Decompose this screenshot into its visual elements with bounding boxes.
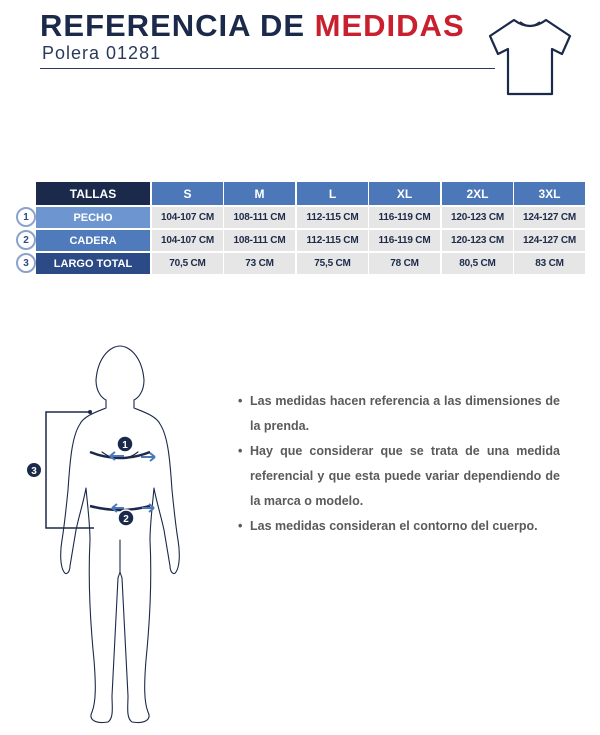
cell-value: 104-107 CM (160, 212, 215, 223)
tallas-label: TALLAS (69, 186, 117, 201)
cell-value: 108-111 CM (233, 212, 286, 223)
table-cell (369, 207, 440, 228)
table-cell (152, 253, 223, 274)
cell-value: 124-127 CM (522, 212, 577, 223)
list-item (238, 514, 560, 539)
size-header-s (152, 182, 223, 205)
cell-value: 80,5 CM (459, 258, 496, 269)
table-cell (224, 253, 295, 274)
size-header-l (297, 182, 368, 205)
table-cell (514, 230, 585, 251)
table-cell (224, 230, 295, 251)
row-label-pecho (36, 207, 150, 228)
cell-value: 120-123 CM (450, 212, 505, 223)
cell-value: 83 CM (535, 258, 564, 269)
product-subtitle: Polera 01281 (42, 43, 162, 63)
table-cell (152, 230, 223, 251)
size-label: 3XL (538, 186, 561, 201)
table-cell (369, 230, 440, 251)
marker-1-label: 1 (122, 440, 128, 451)
table-cell (514, 207, 585, 228)
cell-value: 73 CM (245, 258, 274, 269)
table-cell (297, 253, 368, 274)
title-part-2: MEDIDAS (314, 8, 465, 43)
table-cell (224, 207, 295, 228)
table-cell (297, 207, 368, 228)
row-label-largo-total (36, 253, 150, 274)
bullet-icon: • (238, 394, 243, 408)
size-header-m (224, 182, 295, 205)
note-text: Hay que considerar que se trata de una medida referencial y que esta puede variar dependiendo de la marca o modelo. (250, 444, 560, 508)
table-cell (442, 230, 513, 251)
cell-value: 70,5 CM (169, 258, 206, 269)
size-header-xl (369, 182, 440, 205)
notes-list (238, 389, 560, 539)
size-label: XL (396, 186, 413, 201)
table-cell (297, 230, 368, 251)
cell-value: 108-111 CM (233, 235, 286, 246)
row-label-text: LARGO TOTAL (53, 257, 133, 270)
row-label-text: PECHO (73, 211, 113, 224)
row-label-cadera (36, 230, 150, 251)
size-header-2xl (442, 182, 513, 205)
row-number-badge (16, 207, 36, 227)
note-text: Las medidas consideran el contorno del cuerpo. (250, 519, 538, 533)
row-label-text: CADERA (69, 234, 117, 247)
size-label: S (183, 186, 192, 201)
table-cell (369, 253, 440, 274)
cell-value: 78 CM (390, 258, 419, 269)
list-item (238, 439, 560, 514)
cell-value: 75,5 CM (314, 258, 351, 269)
row-number-badge (16, 230, 36, 250)
cell-value: 124-127 CM (522, 235, 577, 246)
header-divider (40, 68, 495, 69)
size-label: L (328, 186, 337, 201)
cell-value: 120-123 CM (450, 235, 505, 246)
length-bracket-dot (88, 410, 92, 414)
row-number-badge (16, 253, 36, 273)
title-part-1: REFERENCIA DE (40, 8, 306, 43)
note-text: Las medidas hacen referencia a las dimensiones de la prenda. (250, 394, 560, 433)
marker-3-label: 3 (31, 466, 37, 477)
row-number: 1 (23, 211, 29, 223)
cell-value: 112-115 CM (306, 235, 359, 246)
bullet-icon: • (238, 444, 243, 458)
bullet-icon: • (238, 519, 243, 533)
page-title (40, 8, 465, 44)
body-measurement-diagram (20, 340, 230, 735)
cell-value: 104-107 CM (160, 235, 215, 246)
size-label: 2XL (466, 186, 489, 201)
marker-2-label: 2 (123, 514, 129, 525)
table-cell (442, 207, 513, 228)
table-cell (152, 207, 223, 228)
cell-value: 116-119 CM (378, 235, 431, 246)
size-header-3xl (514, 182, 585, 205)
table-corner-header (36, 182, 150, 205)
table-cell (514, 253, 585, 274)
body-outline (61, 346, 180, 723)
tshirt-icon (486, 14, 574, 98)
row-number: 2 (23, 234, 29, 246)
row-number: 3 (23, 257, 29, 269)
size-label: M (254, 186, 265, 201)
list-item (238, 389, 560, 439)
table-cell (442, 253, 513, 274)
cell-value: 112-115 CM (306, 212, 359, 223)
cell-value: 116-119 CM (378, 212, 431, 223)
